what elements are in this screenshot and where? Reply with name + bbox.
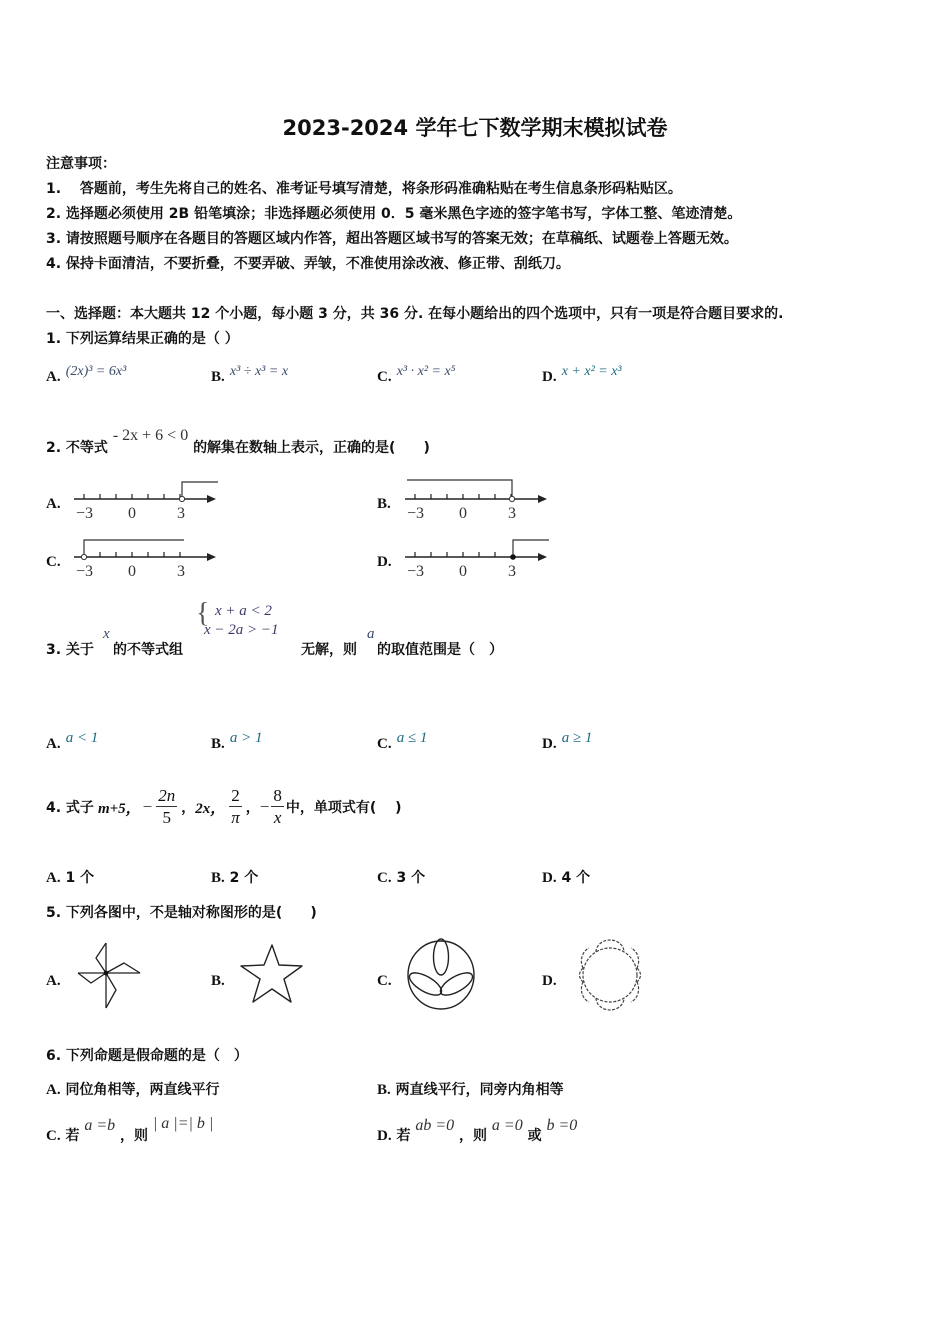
q3-stem-mid2: 无解，则 xyxy=(301,642,357,658)
q3-option-b[interactable] xyxy=(211,730,263,753)
q4-term-1: m+5， xyxy=(97,800,141,817)
q5-option-b[interactable] xyxy=(211,938,331,1013)
q3-option-a[interactable] xyxy=(46,730,99,753)
circle-arcs-icon xyxy=(574,938,646,1013)
option-math: a ≥ 1 xyxy=(561,730,593,746)
option-label: A. xyxy=(46,736,61,752)
q3-var-a: a xyxy=(367,626,375,642)
fraction-numerator: 2 xyxy=(231,785,240,805)
option-label: C. xyxy=(377,870,392,886)
q4-minus-1: − xyxy=(142,797,153,816)
option-math: x + x² = x³ xyxy=(561,364,622,379)
q3-stem-mid: 的不等式组 xyxy=(113,642,183,658)
option-math-2: a =0 xyxy=(491,1117,523,1134)
q4-option-a[interactable] xyxy=(46,867,94,887)
option-label: A. xyxy=(46,369,61,385)
section-heading: 一、选择题：本大题共 12 个小题，每小题 3 分，共 36 分. 在每小题给出的四个选项中，只有一项是符合题目要求的. xyxy=(46,306,784,322)
q5-option-d[interactable] xyxy=(542,938,662,1013)
q5-option-c[interactable] xyxy=(377,938,497,1013)
option-text: 1 个 xyxy=(65,870,95,886)
option-math: a ≤ 1 xyxy=(396,730,428,746)
tick-label-3: 3 xyxy=(177,563,185,580)
tick-label-neg3: −3 xyxy=(407,505,425,522)
q4-fraction-1 xyxy=(156,786,177,829)
option-or: 或 xyxy=(527,1128,542,1144)
number-line-icon xyxy=(74,538,224,568)
q1-option-c[interactable] xyxy=(377,366,456,386)
q4-fraction-3 xyxy=(271,786,284,829)
q4-stem-prefix: 4. 式子 xyxy=(46,800,94,816)
option-label: A. xyxy=(46,973,61,989)
circle-petals-icon xyxy=(407,938,479,1013)
tick-label-neg3: −3 xyxy=(76,563,94,580)
q1-option-d[interactable] xyxy=(542,366,622,386)
option-prefix: 若 xyxy=(396,1128,411,1144)
option-text: 2 个 xyxy=(229,870,259,886)
q2-stem-suffix: 的解集在数轴上表示，正确的是( ) xyxy=(193,440,430,456)
notice-item-2: 2. 选择题必须使用 2B 铅笔填涂；非选择题必须使用 0．5 毫米黑色字迹的签字笔书写，字体工整、笔迹清楚。 xyxy=(46,206,742,222)
q3-stem-prefix: 3. 关于 xyxy=(46,642,94,658)
option-mid: ，则 xyxy=(459,1128,488,1144)
tick-label-neg3: −3 xyxy=(76,505,94,522)
q6-option-c[interactable] xyxy=(46,1115,214,1145)
notice-item-4: 4. 保持卡面清洁，不要折叠，不要弄破、弄皱，不准使用涂改液、修正带、刮纸刀。 xyxy=(46,256,570,272)
q6-option-a[interactable] xyxy=(46,1079,219,1099)
option-math-1: a =b xyxy=(84,1117,116,1134)
q3-option-c[interactable] xyxy=(377,730,428,753)
q6-stem: 6. 下列命题是假命题的是（ ） xyxy=(46,1048,248,1064)
q2-stem-prefix: 2. 不等式 xyxy=(46,440,108,456)
option-label: C. xyxy=(377,369,392,385)
q4-sep-1: ， xyxy=(181,800,196,816)
option-math: x³ · x² = x⁵ xyxy=(396,364,456,379)
option-label: D. xyxy=(542,870,557,886)
system-line-1: x + a < 2 xyxy=(215,603,272,619)
q2-option-d[interactable] xyxy=(377,538,577,588)
option-label: C. xyxy=(46,554,61,570)
q3-stem-suffix: 的取值范围是（ ） xyxy=(377,642,503,658)
option-math-3: b =0 xyxy=(546,1117,578,1134)
q4-fraction-2 xyxy=(229,786,242,829)
option-label: B. xyxy=(377,1082,391,1098)
option-label: B. xyxy=(211,369,225,385)
notice-heading: 注意事项： xyxy=(46,156,116,172)
option-text: 同位角相等，两直线平行 xyxy=(65,1082,220,1098)
q4-option-c[interactable] xyxy=(377,867,425,887)
q2-option-a[interactable] xyxy=(46,480,246,530)
option-math: x³ ÷ x³ = x xyxy=(229,364,289,379)
option-label: C. xyxy=(46,1128,61,1144)
q1-option-b[interactable] xyxy=(211,366,288,386)
q5-option-a[interactable] xyxy=(46,938,166,1013)
brace-icon: { xyxy=(196,598,210,629)
q2-stem xyxy=(46,427,430,457)
q2-option-c[interactable] xyxy=(46,538,246,588)
option-math: a < 1 xyxy=(65,730,99,746)
option-label: B. xyxy=(211,973,225,989)
fraction-numerator: 2n xyxy=(158,785,176,805)
option-math-1: ab =0 xyxy=(415,1117,455,1134)
option-math-2: | a |=| b | xyxy=(152,1115,214,1132)
tick-label-0: 0 xyxy=(128,563,136,580)
tick-label-neg3: −3 xyxy=(407,563,425,580)
option-label: A. xyxy=(46,1082,61,1098)
q5-stem: 5. 下列各图中，不是轴对称图形的是( ) xyxy=(46,905,317,921)
q3-var-x: x xyxy=(103,626,110,642)
option-math: (2x)³ = 6x³ xyxy=(65,364,127,379)
q4-term-2: 2x， xyxy=(195,800,226,817)
q1-stem: 1. 下列运算结果正确的是（ ） xyxy=(46,331,239,347)
q2-inequality: - 2x + 6 < 0 xyxy=(112,427,189,444)
q4-stem xyxy=(46,782,402,832)
system-line-2: x − 2a > −1 xyxy=(204,622,279,638)
star-icon xyxy=(239,938,309,1013)
option-label: B. xyxy=(377,496,391,512)
option-label: D. xyxy=(542,736,557,752)
option-label: B. xyxy=(211,736,225,752)
option-text: 4 个 xyxy=(561,870,591,886)
q4-stem-suffix: 中，单项式有( ) xyxy=(285,800,402,816)
option-label: D. xyxy=(542,973,557,989)
q6-option-d[interactable] xyxy=(377,1117,578,1145)
tick-label-3: 3 xyxy=(177,505,185,522)
page-title: 2023-2024 学年七下数学期末模拟试卷 xyxy=(282,116,668,140)
tick-label-3: 3 xyxy=(508,563,516,580)
q6-option-b[interactable] xyxy=(377,1079,564,1099)
option-label: C. xyxy=(377,736,392,752)
tick-label-0: 0 xyxy=(459,563,467,580)
option-mid: ，则 xyxy=(120,1128,149,1144)
tick-label-0: 0 xyxy=(459,505,467,522)
q3-option-d[interactable] xyxy=(542,730,593,753)
number-line-icon xyxy=(405,480,555,510)
option-label: A. xyxy=(46,870,61,886)
q1-option-a[interactable] xyxy=(46,366,126,386)
option-label: D. xyxy=(377,554,392,570)
option-math: a > 1 xyxy=(229,730,263,746)
q4-option-b[interactable] xyxy=(211,867,258,887)
q4-sep-2: ， xyxy=(245,800,260,816)
fraction-denominator: π xyxy=(231,807,240,827)
tick-label-0: 0 xyxy=(128,505,136,522)
fraction-numerator: 8 xyxy=(273,785,282,805)
notice-item-1: 1. 答题前，考生先将自己的姓名、准考证号填写清楚，将条形码准确粘贴在考生信息条形码粘贴区。 xyxy=(46,181,682,197)
option-text: 两直线平行，同旁内角相等 xyxy=(395,1082,564,1098)
tick-label-3: 3 xyxy=(508,505,516,522)
option-label: B. xyxy=(211,870,225,886)
option-text: 3 个 xyxy=(396,870,426,886)
notice-item-3: 3. 请按照题号顺序在各题目的答题区域内作答，超出答题区域书写的答案无效；在草稿纸、试题卷上答题无效。 xyxy=(46,231,738,247)
q4-option-d[interactable] xyxy=(542,867,590,887)
option-label: D. xyxy=(377,1128,392,1144)
number-line-icon xyxy=(405,538,555,568)
fraction-denominator: 5 xyxy=(162,807,171,827)
option-label: C. xyxy=(377,973,392,989)
option-label: A. xyxy=(46,496,61,512)
option-prefix: 若 xyxy=(65,1128,80,1144)
pinwheel-icon xyxy=(76,938,146,1013)
fraction-denominator: x xyxy=(273,807,282,827)
option-label: D. xyxy=(542,369,557,385)
number-line-icon xyxy=(74,480,224,510)
q4-minus-2: − xyxy=(259,797,270,816)
q2-option-b[interactable] xyxy=(377,480,577,530)
